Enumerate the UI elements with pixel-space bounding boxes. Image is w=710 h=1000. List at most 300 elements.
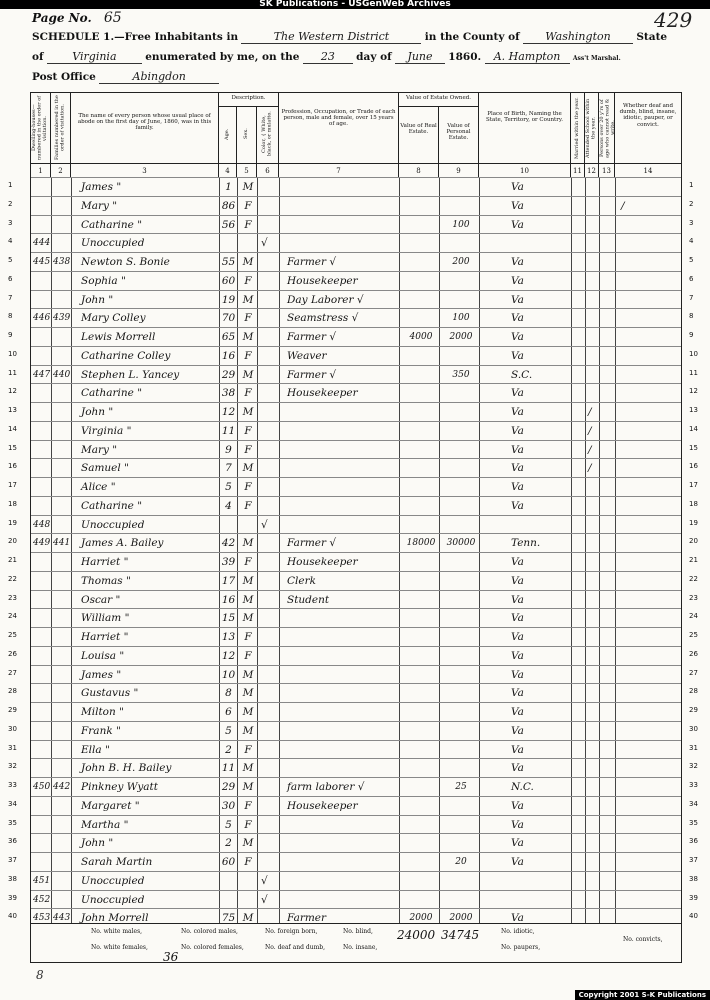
dwelling-number: 450 [33,782,51,792]
real-estate-value [403,384,439,402]
place-of-birth: Va [511,443,524,456]
person-age [220,234,237,252]
person-name: Catharine " [81,218,143,231]
footer-white-males: No. white males, [91,928,143,935]
marshal-label: Ass't Marshal. [572,55,621,62]
person-color [261,572,279,590]
person-sex [239,516,257,534]
family-number [53,291,71,309]
line-number-left: 39 [8,893,17,902]
person-age: 75 [221,912,236,925]
dwelling-number [33,591,51,609]
person-age: 10 [221,668,236,681]
person-age: 30 [221,799,236,812]
person-age: 15 [221,612,236,625]
person-sex: F [244,199,252,212]
enumeration-line [32,50,621,64]
real-estate-value [403,722,439,740]
real-estate-value [403,666,439,684]
dwelling-number [33,553,51,571]
footer-blind: No. blind, [343,928,373,935]
place-of-birth: Va [511,218,524,231]
post-office-label: Post Office [32,71,96,83]
real-estate-value [403,441,439,459]
deaf-mark [621,572,641,590]
line-number-left: 32 [8,762,17,771]
deaf-mark [621,778,641,796]
real-estate-value [403,591,439,609]
table-row [31,552,681,571]
dwelling-number [33,216,51,234]
school-mark [588,197,598,215]
line-number-left: 15 [8,443,17,452]
school-mark [588,253,598,271]
deaf-mark [621,328,641,346]
person-age: 29 [221,781,236,793]
table-row [31,608,681,627]
person-sex: M [242,781,254,793]
col-number: 7 [279,163,399,177]
table-row [31,833,681,852]
person-occupation [287,628,399,646]
personal-estate-value [443,816,479,834]
line-number-right: 29 [689,706,698,714]
dwelling-number: 452 [33,894,51,905]
line-number-right: 27 [689,668,698,677]
real-estate-value: 4000 [409,332,433,342]
col-number: 11 [571,163,585,177]
deaf-mark [621,534,641,552]
dwelling-number [33,197,51,215]
person-occupation [287,609,399,627]
real-estate-value [403,291,439,309]
person-name: Pinkney Wyatt [81,781,158,793]
table-row [31,871,681,890]
family-number [53,478,71,496]
dwelling-number [33,647,51,665]
line-number-right: 6 [689,274,694,283]
person-color [261,253,279,271]
person-occupation [287,684,399,702]
table-row [31,458,681,477]
col-number: 3 [71,163,219,177]
school-mark [588,534,598,552]
dwelling-number: 447 [33,369,51,380]
person-occupation [287,516,399,534]
col-head-birthplace: Place of Birth, Naming the State, Territory, or Country. [479,93,571,163]
real-estate-value [403,797,439,815]
family-number [53,328,71,346]
place-of-birth [511,872,569,890]
person-age: 42 [221,537,236,550]
person-age: 11 [221,424,236,437]
table-row [31,515,681,534]
person-sex: M [242,912,254,925]
real-estate-value [403,628,439,646]
line-number-right: 13 [689,406,698,414]
real-estate-value [403,309,439,327]
person-age: 11 [221,762,236,775]
family-number [53,628,71,646]
table-row [31,383,681,402]
person-name: Unoccupied [81,893,145,906]
family-number [53,797,71,815]
footer-foreign-born: No. foreign born, [265,928,318,935]
table-row [31,571,681,590]
school-mark [588,816,598,834]
place-of-birth: Va [511,706,524,718]
personal-estate-value [443,497,479,515]
person-age: 19 [221,293,236,306]
person-color [261,628,279,646]
table-row [31,215,681,234]
line-number-left: 5 [8,256,13,264]
col-head-family: Families numbered in the order of visitation. [51,93,71,163]
person-age: 9 [225,443,232,456]
place-of-birth: Va [511,631,524,643]
real-estate-value [403,759,439,777]
person-age: 5 [225,481,232,493]
real-estate-value [403,778,439,796]
person-name: John " [81,406,114,418]
personal-estate-value [443,197,479,215]
person-occupation [287,666,399,684]
person-color [261,534,279,552]
line-number-right: 4 [689,237,694,246]
person-sex: M [242,724,254,737]
person-occupation [287,216,399,234]
person-occupation [287,741,399,759]
enumerated-label: enumerated by me, on the [145,51,300,63]
person-sex: M [242,837,254,850]
line-number-right: 2 [689,199,694,208]
table-row [31,346,681,365]
family-number [53,553,71,571]
table-row [31,590,681,609]
line-number-left: 11 [8,368,17,377]
line-number-left: 40 [8,912,17,921]
footer-insane: No. insane, [343,944,378,951]
line-number-left: 34 [8,799,17,808]
table-row [31,740,681,759]
person-color [261,797,279,815]
line-number-left: 22 [8,574,17,583]
person-color [261,609,279,627]
real-estate-value [403,366,439,384]
col-head-age: Age. [219,107,237,163]
line-number-left: 12 [8,387,17,396]
person-occupation [287,834,399,852]
census-footer [30,922,682,963]
family-number [53,441,71,459]
dwelling-number [33,384,51,402]
place-of-birth [511,516,569,534]
person-age: 16 [221,593,236,606]
person-age: 60 [221,274,236,287]
school-mark [588,328,598,346]
family-number [53,178,71,196]
table-row [31,796,681,815]
school-mark [588,647,598,665]
line-number-right: 38 [689,874,698,883]
place-of-birth: Va [511,668,524,681]
person-age: 56 [221,218,236,231]
school-mark [588,891,598,909]
person-name: Unoccupied [81,518,145,531]
footer-colored-females: No. colored females, [181,944,244,951]
line-number-right: 31 [689,743,698,752]
person-age: 7 [225,462,232,475]
footer-deaf-dumb: No. deaf and dumb, [265,944,325,951]
census-table [30,92,682,924]
school-mark [588,347,598,365]
table-row [31,702,681,721]
line-number-right: 34 [689,799,698,808]
person-age: 2 [225,837,232,850]
col-head-real-estate: Value of Real Estate. [399,107,439,163]
personal-estate-value [443,741,479,759]
person-sex: M [242,331,254,343]
personal-estate-value [443,384,479,402]
real-estate-value [403,647,439,665]
person-age: 86 [221,199,236,212]
place-of-birth: Va [511,349,524,362]
family-number [53,759,71,777]
day-value: 23 [303,50,353,64]
table-row [31,533,681,552]
table-row [31,402,681,421]
person-age: 13 [221,631,236,643]
person-sex: M [242,706,254,718]
deaf-mark [621,591,641,609]
person-color [261,703,279,721]
deaf-mark [621,516,641,534]
dwelling-number [33,441,51,459]
line-number-left: 30 [8,724,17,733]
line-number-left: 23 [8,593,17,602]
line-number-left: 37 [8,856,17,864]
line-number-right: 25 [689,631,698,639]
line-number-left: 3 [8,218,13,227]
line-number-right: 12 [689,387,698,396]
person-occupation: Housekeeper [287,556,358,568]
school-mark [588,628,598,646]
person-occupation: Farmer √ [287,256,337,268]
personal-estate-value: 100 [452,313,470,324]
line-number-right: 36 [689,837,698,846]
real-estate-value [403,684,439,702]
line-number-left: 18 [8,499,17,508]
family-number [53,741,71,759]
person-occupation: Housekeeper [287,387,358,400]
place-of-birth: S.C. [511,368,533,381]
line-number-right: 21 [689,556,698,564]
place-of-birth: Va [511,181,524,193]
page-label: Page No. [32,11,92,25]
personal-estate-value [443,478,479,496]
line-number-right: 3 [689,218,694,227]
person-occupation: Farmer √ [287,368,337,381]
line-number-right: 22 [689,574,698,583]
person-color [261,328,279,346]
deaf-mark [621,741,641,759]
person-occupation: Farmer √ [287,331,337,343]
person-occupation [287,703,399,721]
person-color [261,197,279,215]
family-number [53,666,71,684]
family-number [53,459,71,477]
footer-total-personal: 34745 [441,928,480,942]
person-name: Gustavus " [81,687,139,700]
person-occupation [287,816,399,834]
col-number: 5 [237,163,257,177]
deaf-mark [621,684,641,702]
school-mark [588,178,598,196]
person-color [261,366,279,384]
line-number-left: 35 [8,818,17,827]
person-color [261,178,279,196]
person-name: Thomas " [81,574,131,587]
table-row [31,477,681,496]
deaf-mark [621,478,641,496]
table-row [31,308,681,327]
school-mark [588,666,598,684]
place-of-birth: Va [511,743,524,756]
person-age: 60 [221,856,236,868]
person-sex [239,872,257,890]
person-sex: M [242,593,254,606]
table-row [31,815,681,834]
dwelling-number [33,741,51,759]
dwelling-number [33,759,51,777]
person-color [261,816,279,834]
person-color [261,403,279,421]
person-name: Lewis Morrell [81,331,156,343]
personal-estate-value: 2000 [449,913,473,924]
person-name: William " [81,612,130,625]
real-estate-value [403,816,439,834]
deaf-mark [621,853,641,871]
personal-estate-value: 100 [452,219,470,230]
table-row [31,290,681,309]
place-of-birth: Va [511,912,524,925]
deaf-mark [621,347,641,365]
person-occupation: farm laborer √ [287,781,365,793]
place-of-birth: Va [511,762,524,775]
line-number-right: 37 [689,856,698,864]
footer-idiotic: No. idiotic, [501,928,535,935]
deaf-mark [621,666,641,684]
person-color [261,272,279,290]
dwelling-number: 453 [33,913,51,924]
deaf-mark [621,759,641,777]
person-name: Newton S. Bonie [81,256,170,268]
family-number [53,197,71,215]
person-color: √ [261,874,268,887]
person-color [261,684,279,702]
real-estate-value [403,703,439,721]
line-number-left: 38 [8,874,17,883]
col-number: 2 [51,163,71,177]
personal-estate-value [443,722,479,740]
personal-estate-value [443,553,479,571]
deaf-mark [621,872,641,890]
person-name: Harriet " [81,556,129,568]
person-color [261,441,279,459]
real-estate-value [403,516,439,534]
real-estate-value [403,497,439,515]
real-estate-value [403,178,439,196]
person-age: 12 [221,649,236,662]
place-of-birth: Va [511,387,524,400]
dwelling-number [33,816,51,834]
personal-estate-value [443,684,479,702]
place-of-birth: Va [511,856,524,868]
table-row [31,271,681,290]
place-of-birth: Va [511,293,524,306]
place-of-birth: Va [511,837,524,850]
person-color [261,459,279,477]
state-label: State [636,31,668,43]
personal-estate-value [443,628,479,646]
person-occupation [287,459,399,477]
schedule-subtitle: —Free Inhabitants in [114,31,239,43]
person-age: 65 [221,331,236,343]
deaf-mark [621,234,641,252]
post-office-line [32,70,219,84]
person-occupation: Farmer [287,912,327,925]
person-sex: M [242,574,254,587]
footer-paupers: No. paupers, [501,944,541,951]
person-name: Martha " [81,818,129,831]
person-sex: F [244,499,252,512]
line-number-right: 16 [689,462,698,471]
deaf-mark [621,384,641,402]
table-row [31,177,681,196]
family-number [53,403,71,421]
person-occupation: Housekeeper [287,799,358,812]
person-color: √ [261,518,268,531]
place-of-birth: Va [511,556,524,568]
school-mark [588,759,598,777]
place-of-birth: Va [511,593,524,606]
person-color [261,422,279,440]
table-row [31,721,681,740]
table-row [31,852,681,871]
line-number-right: 28 [689,687,698,696]
personal-estate-value [443,759,479,777]
line-number-left: 1 [8,181,13,189]
place-of-birth: Va [511,312,524,325]
person-age: 2 [225,743,232,756]
person-name: James A. Bailey [81,537,164,550]
person-name: Stephen L. Yancey [81,368,180,381]
col-number: 12 [585,163,599,177]
place-of-birth: Va [511,799,524,812]
person-name: Frank " [81,724,121,737]
real-estate-value [403,741,439,759]
person-sex: F [244,743,252,756]
line-number-left: 19 [8,518,17,527]
person-color [261,741,279,759]
person-name: Samuel " [81,462,129,475]
school-mark [588,703,598,721]
day-of-label: day of [356,51,392,63]
person-sex: F [244,649,252,662]
table-row [31,252,681,271]
page-number: 65 [103,10,122,26]
dwelling-number [33,422,51,440]
